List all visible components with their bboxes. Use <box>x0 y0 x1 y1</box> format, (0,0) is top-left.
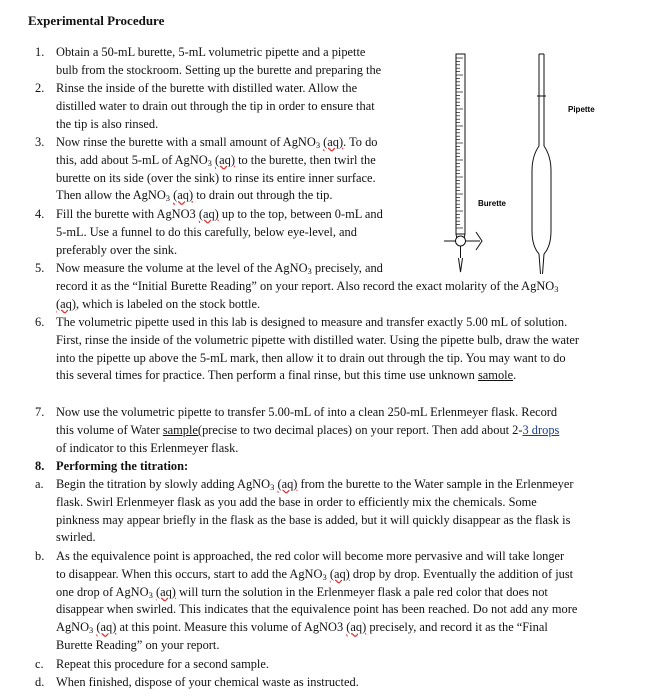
apparatus-figure <box>432 36 642 276</box>
burette <box>444 54 482 272</box>
step-number: b. <box>35 549 45 563</box>
step-line: Then allow the AgNO$_3$ (aq) to drain out through the tip. <box>56 188 333 204</box>
step-line: the tip is also rinsed. <box>56 116 159 131</box>
substep-a <box>35 476 635 547</box>
step-line: swirled. <box>56 530 96 545</box>
step-line: (aq), which is labeled on the stock bottle. <box>56 296 261 311</box>
step-line: record it as the “Initial Burette Reading” on your report. Also record the exact molarity of the AgNO$_3$ <box>56 278 559 294</box>
step-line: Now measure the volume at the level of the AgNO$_3$ precisely, and <box>56 261 383 276</box>
step-line: Begin the titration by slowly adding AgNO$_3$ (aq) from the burette to the Water sample in the Erlenmeyer <box>56 477 574 492</box>
step-line: bulb from the stockroom. Setting up the burette and preparing the <box>56 62 382 77</box>
step-line: flask. Swirl Erlenmeyer flask as you add the base in order to efficiently mix the chemicals. Some <box>56 494 537 509</box>
pipette <box>532 54 551 274</box>
step-line: As the equivalence point is approached, the red color will become more pervasive and will take longer <box>56 549 565 563</box>
step-line: Fill the burette with AgNO3 (aq) up to the top, between 0-mL and <box>56 207 383 221</box>
step-line: this several times for practice. Then perform a final rinse, but this time use unknown samole. <box>56 368 517 383</box>
step-line: this, add about 5-mL of AgNO$_3$ (aq) to the burette, then twirl the <box>56 152 376 168</box>
step-number: 8. <box>35 459 45 473</box>
step-line: this volume of Water sample(precise to two decimal places) on your report. Then add about 2-3 drops <box>56 422 560 437</box>
step-number: 3. <box>35 135 45 149</box>
step-line: Repeat this procedure for a second sample. <box>56 657 269 671</box>
step-line: to disappear. When this occurs, start to add the AgNO$_3$ (aq) drop by drop. Eventually the addition of just <box>56 566 574 582</box>
page-title: Experimental Procedure <box>28 13 165 28</box>
burette-label: Burette <box>478 199 507 208</box>
step-line: preferably over the sink. <box>56 242 178 257</box>
step-line: 5-mL. Use a funnel to do this carefully, below eye-level, and <box>56 224 357 239</box>
step-line: disappear when swirled. This indicates that the equivalence point has been reached. Do not add any more <box>56 602 578 617</box>
step-line: Burette Reading” on your report. <box>56 637 220 652</box>
step-3 <box>35 134 415 205</box>
step-line: Rinse the inside of the burette with distilled water. Allow the <box>56 81 358 95</box>
step-line: Now use the volumetric pipette to transfer 5.00-mL of into a clean 250-mL Erlenmeyer flask. Record <box>56 405 558 419</box>
pipette-label: Pipette <box>568 105 595 114</box>
step-line: pinkness may appear briefly in the flask as the base is added, but it will quickly disappear as the flask is <box>56 512 571 527</box>
step-1 <box>35 44 415 80</box>
step-line: of indicator to this Erlenmeyer flask. <box>56 440 239 455</box>
step-line: First, rinse the inside of the volumetric pipette with distilled water. Using the pipette bulb, draw the water <box>56 332 580 347</box>
step-line: AgNO$_3$ (aq) at this point. Measure this volume of AgNO3 (aq) precisely, and record it as the “Final <box>56 620 548 636</box>
step-number: 1. <box>35 45 45 59</box>
step-number: d. <box>35 675 45 689</box>
step-line: distilled water to drain out through the tip in order to ensure that <box>56 98 375 113</box>
step-line: The volumetric pipette used in this lab is designed to measure and transfer exactly 5.00 mL of solution. <box>56 315 568 329</box>
step-line: into the pipette up above the 5-mL mark, then allow it to drain out through the tip. You may want to do <box>56 350 566 365</box>
substep-c <box>35 656 635 674</box>
step-6 <box>35 314 635 385</box>
step-8 <box>35 458 635 476</box>
burette-pipette-illustration <box>432 36 642 276</box>
step-heading: Performing the titration: <box>56 459 189 473</box>
substep-d <box>35 674 635 692</box>
step-line: Now rinse the burette with a small amount of AgNO$_3$ (aq). To do <box>56 135 378 150</box>
step-4 <box>35 206 415 259</box>
step-2 <box>35 80 415 133</box>
step-number: 7. <box>35 405 45 419</box>
step-number: 4. <box>35 207 45 221</box>
step-number: 5. <box>35 261 45 275</box>
step-7 <box>35 404 635 457</box>
step-number: a. <box>35 477 44 491</box>
step-line: one drop of AgNO$_3$ (aq) will turn the solution in the Erlenmeyer flask a pale red color that does not <box>56 584 548 600</box>
substep-b <box>35 548 635 655</box>
step-line: Obtain a 50-mL burette, 5-mL volumetric pipette and a pipette <box>56 45 366 59</box>
step-number: 2. <box>35 81 45 95</box>
step-number: 6. <box>35 315 45 329</box>
step-line: When finished, dispose of your chemical waste as instructed. <box>56 675 359 689</box>
step-number: c. <box>35 657 44 671</box>
step-line: burette on its side (over the sink) to rinse its entire inner surface. <box>56 170 376 185</box>
